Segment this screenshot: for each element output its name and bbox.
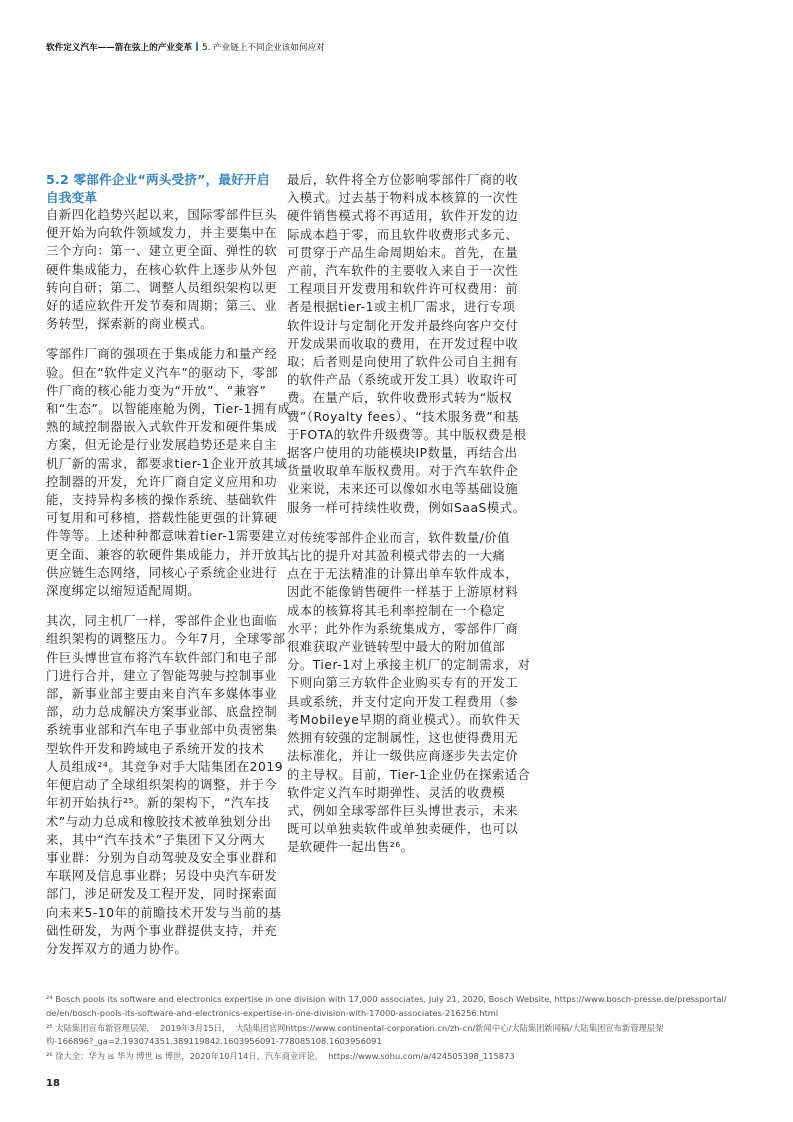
paragraph: 其次，同主机厂一样，零部件企业也面临 组织架构的调整压力。今年7月，全球零部 件巨头博世宣布将汽车软件部门和电子部 门进行合并，建立了智能驾驶与控制事业 部，新事业部主要由来自汽车多媒体事业 部，动力总成解决方案事业部、底盘控制 系统事业部和汽车电子事业部中负责密集 型软件开发和跨域电子系统开发的技术 人员组成²⁴。其竞争对手大陆集团在2019 年便启动了全球组织架构的调整，并于今 年初开始执行²⁵。新的架构下，“汽车技 术”与动力总成和橡胶技术被单独划分出 来，其中“汽车技术”子集团下又分两大 事业群：分别为自动驾驶及安全事业群和 车联网及信息事业群；另设中央汽车研发 部门，涉足研发及工程开发，同时探索面 向未来5-10年的前瞻技术开发与当前的基 础性研发，为两个事业群提供支持，并充 分发挥双方的通力协作。	[46, 614, 286, 956]
header-separator	[196, 42, 198, 51]
footnote-26: ²⁶ 徐大全：华为 is 华为 博世 is 博世，2020年10月14日，汽车商业评论， https://www.sohu.com/a/424505398_115873	[46, 1051, 515, 1061]
footnote-25: ²⁵ 大陆集团宣布新管理层架， 2019年3月15日， 大陆集团官网https://www.continental-corporation.cn/zh-cn/新闻中心/大陆集团新闻稿/大陆集团宣布新管理层架 构-166896?_ga=2.193074351.389119842.1603956091-778085108.1603956091	[46, 1022, 664, 1046]
footnotes	[46, 993, 756, 1065]
left-column	[46, 171, 291, 970]
paragraph: 零部件厂商的强项在于集成能力和量产经 验。但在“软件定义汽车”的驱动下，零部 件厂商的核心能力变为“开放”、“兼容” 和“生态”。以智能座舱为例，Tier-1拥有成 熟的域控制器嵌入式软件开发和硬件集成 方案，但无论是行业发展趋势还是来自主 机厂新的需求，都要求tier-1企业开放其域 控制器的开发，允许厂商自定义应用和功 能，支持异构多核的操作系统、基础软件 可复用和可移植，搭载性能更强的计算硬 件等等。上述种种都意味着tier-1需要建立 更全面、兼容的软硬件集成能力，并开放其 供应链生态网络，同核心子系统企业进行 深度绑定以缩短适配周期。	[46, 347, 291, 599]
paragraph: 最后，软件将全方位影响零部件厂商的收 入模式。过去基于物料成本核算的一次性 硬件销售模式将不再适用，软件开发的边 际成本趋于零，而且软件收费形式多元、 可贯穿于产品生命周期始末。首先，在量 产前，汽车软件的主要收入来自于一次性 工程项目开发费用和软件许可权费用：前 者是根据tier-1或主机厂需求，进行专项 软件设计与定制化开发并最终向客户交付 开发成果而收取的费用，在开发过程中收 取；后者则是向使用了软件公司自主拥有 的软件产品（系统或开发工具）收取许可 费。在量产后，软件收费形式转为“版权 费”（Royalty fees）、“技术服务费”和基 于FOTA的软件升级费等。其中版权费是根 据客户使用的功能模块IP数量，再结合出 货量收取单车版权费用。对于汽车软件企 业来说，未来还可以像如水电等基础设施 服务一样可持续性收费，例如SaaS模式。	[287, 173, 527, 515]
page-number: 18	[46, 1078, 60, 1089]
paragraph: 自新四化趋势兴起以来，国际零部件巨头 便开始为向软件领域发力，并主要集中在 三个方向：第一、建立更全面、弹性的软 硬件集成能力，在核心软件上逐步从外包 转向自研；第二、调整人员组织架构以更 好的适应软件开发节奏和周期；第三、业 务转型，探索新的商业模式。	[46, 208, 278, 332]
right-column	[287, 171, 531, 869]
section-heading: 5.2 零部件企业“两头受挤”，最好开启 自我变革	[46, 172, 270, 205]
running-header	[46, 41, 325, 53]
footnote-24: ²⁴ Bosch pools its software and electronics expertise in one division with 17,000 associates, July 21, 2020, Bosch Website, https://www.bosch-presse.de/pressportal/ de/en/bosch-pools-its-software-and-electronics-expertise-in-one-division-with-17000-associates-216256.html	[46, 994, 727, 1018]
paragraph: 对传统零部件企业而言，软件数量/价值 占比的提升对其盈利模式带去的一大痛 点在于无法精准的计算出单车软件成本， 因此不能像销售硬件一样基于上游原材料 成本的核算将其毛利率控制在一个稳定 水平；此外作为系统集成方，零部件厂商 很难获取产业链转型中最大的附加值部 分。Tier-1对上承接主机厂的定制需求，对 下则向第三方软件企业购买专有的开发工 具或系统，并支付定向开发工程费用（参 考Mobileye早期的商业模式）。而软件天 然拥有较强的定制属性，这也使得费用无 法标准化，并让一级供应商逐步失去定价 的主导权。目前，Tier-1企业仍在探索适合 软件定义汽车时期弹性、灵活的收费模 式，例如全球零部件巨头博世表示，未来 既可以单独卖软件或单独卖硬件，也可以 是软硬件一起出售²⁶。	[287, 530, 531, 855]
section-title: 5. 产业链上不同企业该如何应对	[202, 43, 325, 53]
document-title: 软件定义汽车——箭在弦上的产业变革	[46, 43, 193, 53]
